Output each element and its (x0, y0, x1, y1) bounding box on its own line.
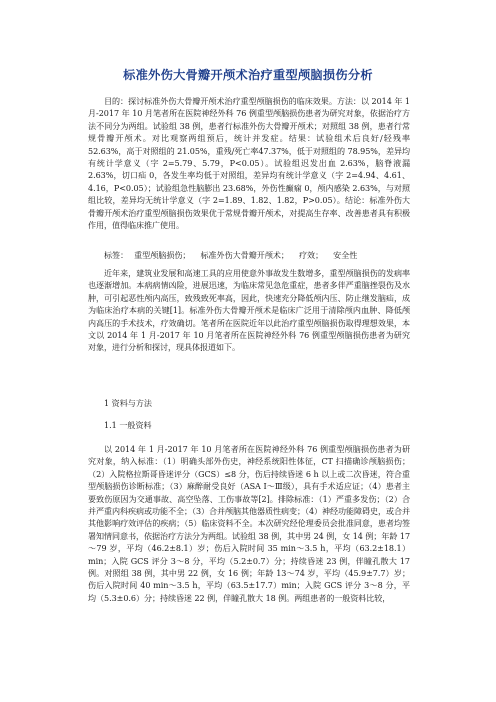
abstract-paragraph: 目的：探讨标准外伤大骨瓣开颅术治疗重型颅脑损伤的临床效果。方法：以 2014 年 1 月-2017 年 10 月笔者所在医院神经外科 76 例重型颅脑损伤患者为研究对象，依据治疗方法不同分为两组。试验组 38 例，患者行标准外伤大骨瓣开颅术；对照组 38 例，患者行常规骨瓣开颅术。对比观察两组预后，统计并发症。结果：试验组术后良好/轻残率 52.63%，高于对照组的 21.05%，重残/死亡率47.37%，低于对照组的 78.95%，差异均有统计学意义（字 2=5.79、5.79，P<0.05）。试验组迟发出血 2.63%，脑脊液漏 2.63%，切口疝 0，各发生率均低于对照组，差异均有统计学意义（字 2=4.94、4.61、4.16，P<0.05）；试验组急性脑膨出 23.68%，外伤性癫痫 0，颅内感染 2.63%，与对照组比较，差异均无统计学意义（字 2=1.89、1.82、1.82，P>0.05）。结论：标准外伤大骨瓣开颅术治疗重型颅脑损伤效果优于常规骨瓣开颅术，对提高生存率、改善患者具有积极作用，值得临床推广使用。 (88, 97, 410, 231)
general-info-block (88, 444, 410, 605)
section-heading: 1 资料与方法 (104, 399, 152, 408)
section-heading-block (88, 398, 410, 410)
keyword: 重型颅脑损伤； (134, 251, 191, 260)
intro-paragraph: 近年来，建筑业发展和高速工具的应用使意外事故发生数增多，重型颅脑损伤的发病率也逐渐增加。本病病情凶险，进展迅速，为临床常见急危重症，患者多伴严重脑挫裂伤及水肿，可引起恶性颅内高压，致残致死率高，因此，快速充分降低颅内压、防止继发脑疝，成为临床治疗本病的关键[1]。标准外伤大骨瓣开颅术是临床广泛用于清除颅内血肿、降低颅内高压的手术技术，疗效确切。笔者所在医院近年以此治疗重型颅脑损伤取得理想效果，本文以 2014 年 1 月-2017 年 10 月笔者所在医院神经外科 76 例重型颅脑损伤患者为研究对象，进行分析和探讨，现具体报道如下。 (88, 269, 410, 353)
article-title: 标准外伤大骨瓣开颅术治疗重型颅脑损伤分析 (123, 68, 373, 82)
keyword: 标准外伤大骨瓣开颅术； (200, 251, 289, 260)
subsection-heading: 1.1 一般资料 (104, 421, 152, 430)
keywords-line (88, 250, 410, 262)
keyword: 疗效； (298, 251, 324, 260)
abstract-block (88, 96, 410, 232)
subsection-heading-block (88, 420, 410, 432)
keywords-label: 标签： (104, 251, 129, 260)
keyword: 安全性 (333, 251, 358, 260)
general-info-paragraph: 以 2014 年 1 月-2017 年 10 月笔者所在医院神经外科 76 例重型颅脑损伤患者为研究对象，纳入标准：（1）明确头部外伤史，神经系统阳性体征，CT 扫描确诊颅脑损伤；（2）入院格拉斯哥昏迷评分（GCS）≤8 分，伤后持续昏迷 6 h 以上或二次昏迷，符合重型颅脑损伤诊断标准；（3）麻醉耐受良好（ASA Ⅰ～Ⅲ级），具有手术适应证；（4）患者主要致伤原因为交通事故、高空坠落、工伤事故等[2]。排除标准：（1）严重多发伤；（2）合并严重内科疾病或功能不全；（3）合并颅脑其他器质性病变；（4）神经功能障碍史，或合并其他影响疗效评估的疾病；（5）临床资料不全。本次研究经伦理委员会批准同意，患者均签署知情同意书，依据治疗方法分为两组。试验组 38 例，其中男 24 例，女 14 例；年龄 17～79 岁，平均（46.2±8.1）岁；伤后入院时间 35 min～3.5 h，平均（63.2±18.1）min；入院 GCS 评分 3～8 分，平均（5.2±0.7）分；持续昏迷 23 例，伴瞳孔散大 17 例。对照组 38 例，其中男 22 例，女 16 例；年龄 13～74 岁，平均（45.9±7.7）岁；伤后入院时间 40 min～3.5 h，平均（63.5±17.7）min；入院 GCS 评分 3～8 分，平均（5.3±0.6）分；持续昏迷 22 例，伴瞳孔散大 18 例。两组患者的一般资料比较， (88, 445, 411, 603)
keywords-block (88, 250, 410, 262)
intro-block (88, 268, 410, 355)
